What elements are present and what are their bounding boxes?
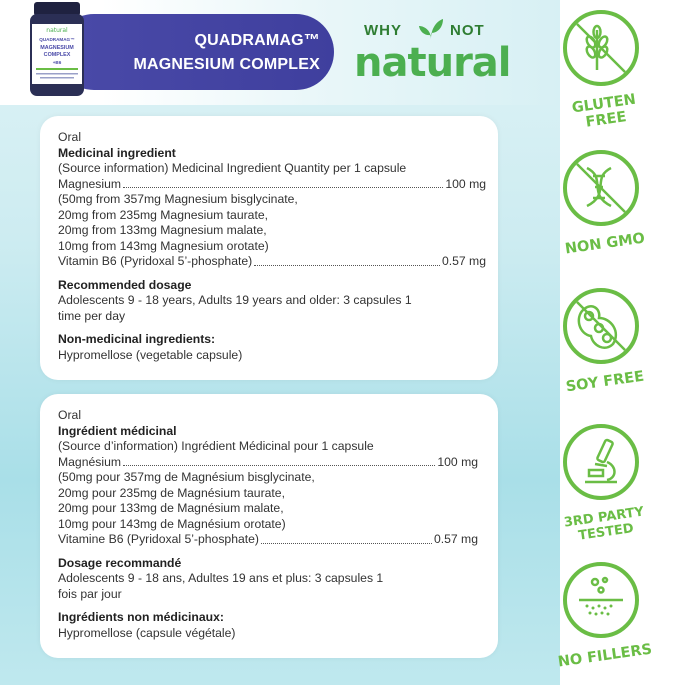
product-title-banner	[56, 14, 334, 90]
magnesium-name: Magnésium	[58, 454, 121, 469]
english-info-card	[40, 116, 498, 380]
bottle-line4: +B6	[52, 60, 62, 65]
nonmedicinal-heading: Ingrédients non médicinaux:	[58, 610, 224, 624]
source-detail-3: 20mg from 133mg Magnesium malate,	[58, 223, 267, 237]
magnesium-qty: 100 mg	[437, 454, 478, 469]
magnesium-qty: 100 mg	[445, 176, 486, 191]
magnesium-name: Magnesium	[58, 176, 121, 191]
dosage-heading: Recommended dosage	[58, 277, 192, 292]
bottle-line3: COMPLEX	[43, 52, 71, 58]
badge-label: NON GMO	[564, 230, 646, 258]
wheat-icon	[567, 14, 635, 82]
source-detail-1: (50mg pour 357mg de Magnésium bisglycinate,	[58, 470, 315, 484]
badge-label: GLUTEN FREE	[570, 91, 637, 131]
nonmedicinal-line: Hypromellose (vegetable capsule)	[58, 347, 243, 362]
leaf-icon	[418, 18, 444, 40]
source-line: (Source information) Medicinal Ingredient Quantity per 1 capsule	[58, 161, 407, 175]
route-text: Oral	[58, 408, 82, 422]
product-title-line1: QUADRAMAG™	[194, 32, 320, 49]
source-detail-3: 20mg pour 133mg de Magnésium malate,	[58, 501, 284, 515]
source-detail-2: 20mg from 235mg Magnesium taurate,	[58, 207, 268, 222]
dosage-line-1: Adolescents 9 - 18 ans, Adultes 19 ans et plus: 3 capsules 1	[58, 571, 384, 585]
medicinal-heading: Ingrédient médicinal	[58, 423, 177, 438]
dosage-line-1: Adolescents 9 - 18 years, Adults 19 years and older: 3 capsules 1	[58, 293, 412, 307]
product-bottle-image	[26, 2, 88, 98]
source-detail-4: 10mg pour 143mg de Magnésium orotate)	[58, 516, 286, 531]
dosage-heading: Dosage recommandé	[58, 555, 182, 570]
dosage-line-2: fois par jour	[58, 586, 122, 601]
source-detail-1: (50mg from 357mg Magnesium bisglycinate,	[58, 192, 298, 206]
brand-logo	[350, 18, 525, 86]
source-detail-4: 10mg from 143mg Magnesium orotate)	[58, 238, 269, 253]
b6-name: Vitamin B6 (Pyridoxal 5’-phosphate)	[58, 254, 253, 268]
b6-qty: 0.57 mg	[433, 532, 478, 546]
medicinal-heading: Medicinal ingredient	[58, 145, 176, 160]
badge-label: NO FILLERS	[556, 641, 654, 671]
magnesium-row	[58, 455, 478, 471]
product-title-line2: MAGNESIUM COMPLEX	[133, 56, 320, 73]
dna-icon	[567, 154, 635, 222]
route-text: Oral	[58, 130, 82, 144]
b6-qty: 0.57 mg	[441, 254, 486, 268]
bottle-brand: natural	[46, 27, 68, 34]
badge-label: 3RD PARTY TESTED	[563, 504, 645, 544]
soybean-icon	[567, 292, 635, 360]
b6-row	[58, 532, 478, 548]
fillers-icon	[567, 566, 635, 634]
source-detail-2: 20mg pour 235mg de Magnésium taurate,	[58, 485, 285, 500]
nonmedicinal-heading: Non-medicinal ingredients:	[58, 332, 216, 346]
brand-word-natural: natural	[354, 40, 511, 86]
microscope-icon	[567, 428, 635, 496]
french-info-card	[40, 394, 498, 658]
magnesium-row	[58, 177, 486, 193]
source-line: (Source d’information) Ingrédient Médicinal pour 1 capsule	[58, 439, 374, 453]
dosage-line-2: time per day	[58, 308, 126, 323]
bottle-line1: QUADRAMAG™	[39, 37, 75, 42]
badge-label: SOY FREE	[564, 368, 646, 396]
nonmedicinal-line: Hypromellose (capsule végétale)	[58, 625, 236, 640]
b6-row	[58, 254, 486, 270]
brand-word-not: NOT	[450, 22, 485, 39]
brand-word-why: WHY	[364, 22, 402, 39]
b6-name: Vitamine B6 (Pyridoxal 5’-phosphate)	[58, 532, 259, 546]
bottle-line2: MAGNESIUM	[40, 45, 74, 51]
